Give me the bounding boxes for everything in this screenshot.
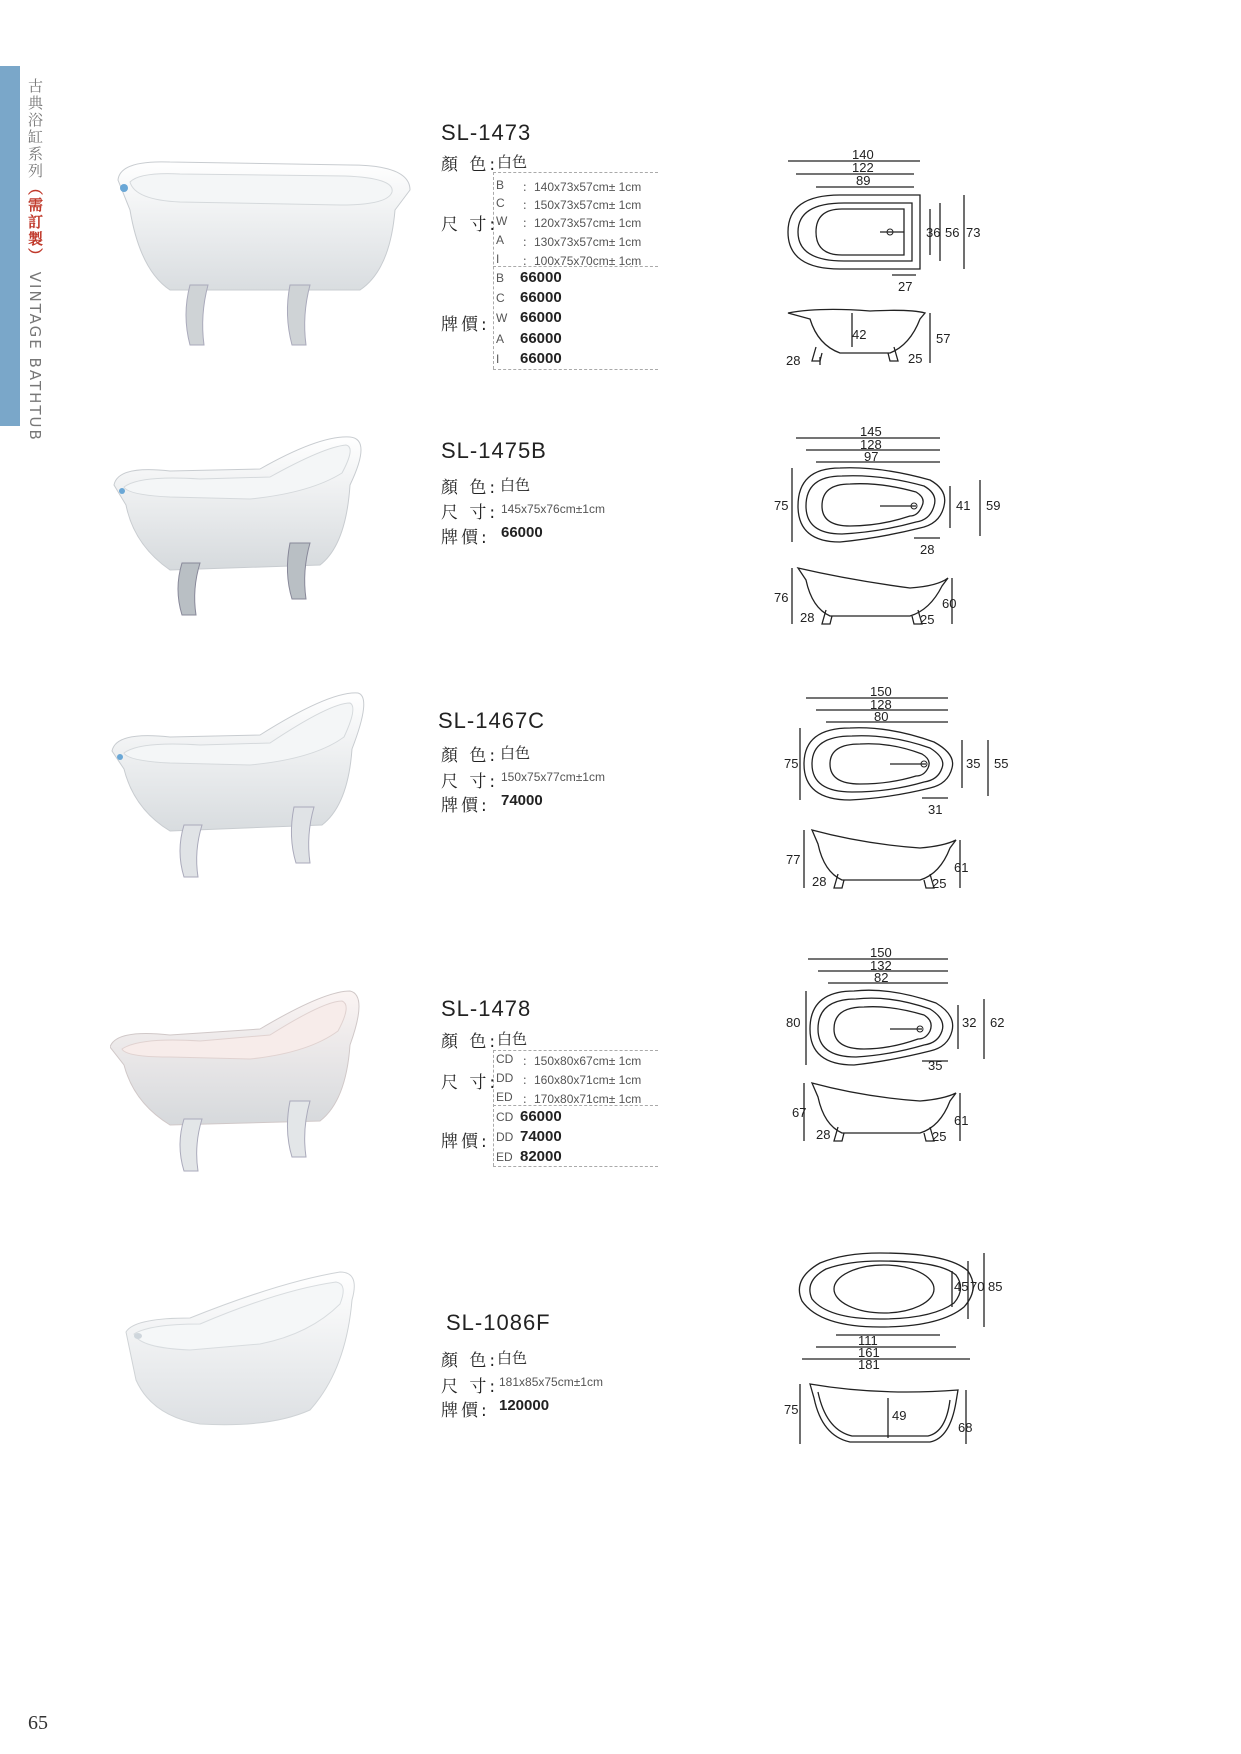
dim-label: 76 [774,590,789,605]
dim-label: 128 [870,697,892,712]
dim-label: 75 [774,498,789,513]
price-code: CD [496,1110,514,1124]
dim-label: 28 [786,353,801,368]
dim-label: 67 [792,1105,807,1120]
size-code: ED [496,1090,513,1104]
dim-label: 77 [786,852,801,867]
model-name: SL-1086F [446,1310,551,1335]
side-view-drawing [780,1075,990,1147]
price-value: 66000 [501,524,543,541]
price-label: 牌價: [441,796,490,816]
price-code: C [496,291,505,305]
price-value: 66000 [520,269,562,286]
dim-label: 31 [928,802,943,817]
dim-label: 57 [936,331,951,346]
price-value: 66000 [520,330,562,347]
divider [493,1050,658,1051]
model-name: SL-1475B [441,438,547,463]
dim-label: 75 [784,1402,799,1417]
dim-label: 150 [870,945,892,960]
dim-label: 68 [958,1420,973,1435]
price-code: I [496,352,500,366]
dim-label: 55 [994,756,1009,771]
size-label: 尺 寸: [441,772,499,792]
dim-label: 25 [932,876,947,891]
price-value: 74000 [501,792,543,809]
price-label: 牌價: [441,315,490,335]
divider [493,172,658,173]
model-name: SL-1478 [441,996,532,1021]
top-view-drawing [770,420,1010,560]
color-value: 白色 [497,153,528,171]
dim-label: 97 [864,449,879,464]
side-view-drawing [770,560,990,630]
dim-label: 132 [870,958,892,973]
divider [493,1105,658,1106]
dim-label: 59 [986,498,1001,513]
size-code: W [496,214,508,228]
price-value: 66000 [520,309,562,326]
price-code: W [496,311,508,325]
model-name: SL-1467C [438,708,546,733]
dim-label: 122 [852,160,874,175]
bathtub-photo [110,1260,420,1490]
price-value: 66000 [520,350,562,367]
dim-label: 75 [784,756,799,771]
size-value: 181x85x75cm±1cm [499,1375,603,1389]
divider [493,172,494,369]
color-value: 白色 [500,476,531,494]
dim-label: 80 [874,709,889,724]
dim-label: 73 [966,225,981,240]
bathtub-photo [110,425,420,655]
dim-label: 35 [966,756,981,771]
dim-label: 25 [920,612,935,627]
dim-label: 61 [954,860,969,875]
dim-label: 128 [860,437,882,452]
size-value: ：160x80x71cm± 1cm [522,1073,642,1087]
size-value: ：150x73x57cm± 1cm [522,198,642,212]
price-code: ED [496,1150,513,1164]
color-label: 顏 色: [441,155,499,175]
page-number: 65 [28,1712,48,1734]
dim-label: 140 [852,147,874,162]
side-view-drawing [780,1378,990,1458]
side-view-drawing [780,305,980,375]
size-value: ：150x80x67cm± 1cm [522,1054,642,1068]
dim-label: 35 [928,1058,943,1073]
size-code: I [496,252,500,266]
side-title [22,78,46,442]
price-label: 牌價: [441,1132,490,1152]
dim-label: 28 [816,1127,831,1142]
price-value: 120000 [499,1397,550,1414]
dim-label: 62 [990,1015,1005,1030]
dim-label: 61 [954,1113,969,1128]
price-value: 74000 [520,1128,562,1145]
model-name: SL-1473 [441,120,532,145]
size-value: ：130x73x57cm± 1cm [522,235,642,249]
bathtub-photo [110,985,420,1215]
dim-label: 111 [858,1333,878,1348]
dim-label: 28 [800,610,815,625]
side-title-custom: （需訂製） [26,180,44,265]
dim-label: 145 [860,424,882,439]
color-label: 顏 色: [441,746,499,766]
dim-label: 181 [858,1357,880,1372]
size-code: DD [496,1071,514,1085]
dim-label: 25 [908,351,923,366]
side-tab-bar [0,66,20,426]
dim-label: 56 [945,225,960,240]
size-code: C [496,196,505,210]
dim-label: 80 [786,1015,801,1030]
color-label: 顏 色: [441,1032,499,1052]
dim-label: 49 [892,1408,907,1423]
price-code: B [496,271,505,285]
price-value: 66000 [520,289,562,306]
dim-label: 28 [920,542,935,557]
size-value: ：100x75x70cm± 1cm [522,254,642,268]
dim-label: 45 [954,1279,969,1294]
price-value: 66000 [520,1108,562,1125]
dim-label: 25 [932,1129,947,1144]
size-value: 145x75x76cm±1cm [501,502,605,516]
size-code: CD [496,1052,514,1066]
dim-label: 42 [852,327,867,342]
bathtub-photo [110,685,420,915]
top-view-drawing [780,1245,1020,1385]
price-code: DD [496,1130,514,1144]
size-code: B [496,178,505,192]
price-label: 牌價: [441,1401,490,1421]
dim-label: 60 [942,596,957,611]
color-value: 白色 [500,744,531,762]
dim-label: 70 [970,1279,985,1294]
size-code: A [496,233,505,247]
divider [493,1166,658,1167]
dim-label: 36 [926,225,941,240]
divider [493,266,658,267]
dim-label: 28 [812,874,827,889]
bathtub-photo [110,150,420,380]
dim-label: 41 [956,498,971,513]
dim-label: 161 [858,1345,880,1360]
dim-label: 150 [870,684,892,699]
side-title-en: VINTAGE BATHTUB [26,271,44,442]
size-label: 尺 寸: [441,1073,499,1093]
color-value: 白色 [497,1030,528,1048]
price-value: 82000 [520,1148,562,1165]
color-label: 顏 色: [441,478,499,498]
top-view-drawing [780,145,1000,295]
divider [493,369,658,370]
size-label: 尺 寸: [441,215,499,235]
price-label: 牌價: [441,528,490,548]
size-value: ：120x73x57cm± 1cm [522,216,642,230]
color-value: 白色 [497,1349,528,1367]
top-view-drawing [770,680,1010,820]
dim-label: 89 [856,173,871,188]
side-view-drawing [780,822,990,894]
dim-label: 32 [962,1015,977,1030]
top-view-drawing [780,943,1020,1083]
size-value: ：140x73x57cm± 1cm [522,180,642,194]
size-label: 尺 寸: [441,1377,499,1397]
price-code: A [496,332,505,346]
size-label: 尺 寸: [441,503,499,523]
dim-label: 27 [898,279,913,294]
dim-label: 85 [988,1279,1003,1294]
size-value: 150x75x77cm±1cm [501,770,605,784]
side-title-prefix: 古典浴缸系列 [26,78,44,180]
color-label: 顏 色: [441,1351,499,1371]
dim-label: 82 [874,970,889,985]
size-value: ：170x80x71cm± 1cm [522,1092,642,1106]
